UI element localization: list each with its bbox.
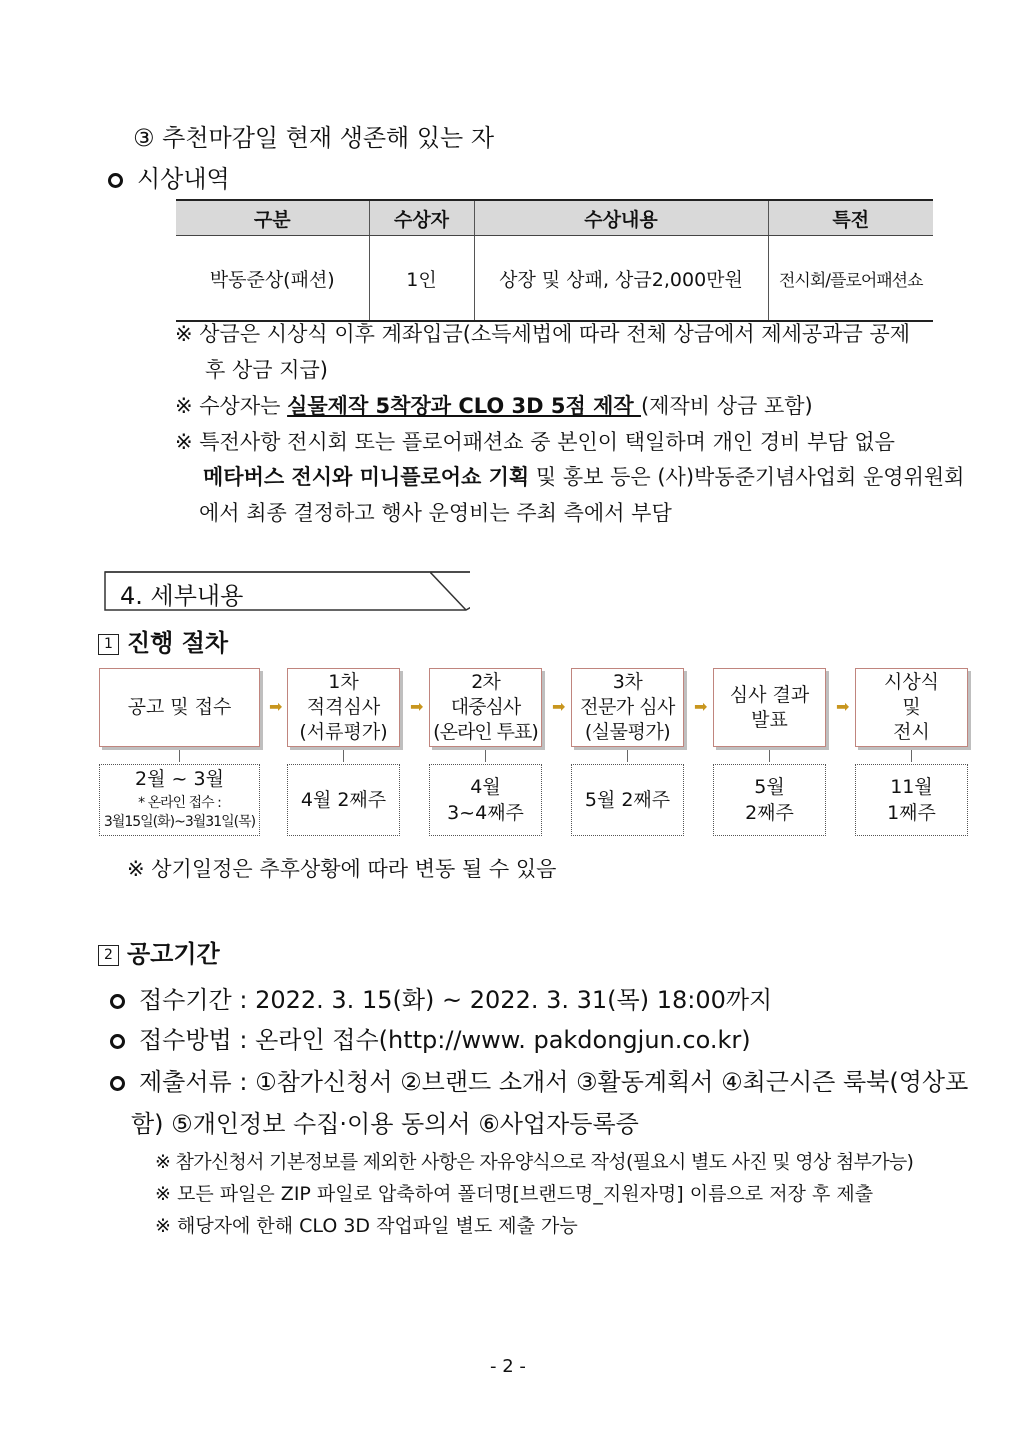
docs-text-line1: 제출서류 : ①참가신청서 ②브랜드 소개서 ③활동계획서 ④최근시즌 룩북(영상포 [139,1068,969,1096]
note-benefit-line3: 에서 최종 결정하고 행사 운영비는 주최 측에서 부담 [199,501,672,525]
connector-line [769,750,770,762]
note-benefit-line1: ※ 특전사항 전시회 또는 플로어패션쇼 중 본인이 택일하며 개인 경비 부담 없음 [175,430,895,454]
flow-step: 3차 전문가 심사 (실물평가) [571,668,684,747]
page-number: - 2 - [490,1356,526,1377]
docs-note: ※ 모든 파일은 ZIP 파일로 압축하여 폴더명[브랜드명_지원자명] 이름으로 저장 후 제출 [155,1183,874,1205]
flow-step: 2차 대중심사 (온라인 투표) [429,668,542,747]
flow-step: 심사 결과 발표 [713,668,826,747]
schedule-box: 5월 2째주 [571,764,684,836]
docs-line1 [110,1062,968,1097]
section-number-box: 1 [98,634,119,655]
procedure-heading [98,623,228,658]
note-benefit-emphasis: 메타버스 전시와 미니플로어쇼 기획 [203,465,530,489]
table-header-cell: 특전 [768,200,933,236]
right-arrow-icon: ➡ [552,697,566,716]
table-cell: 1인 [369,236,474,322]
schedule-note: ※ 상기일정은 추후상황에 따라 변동 될 수 있음 [127,857,557,881]
right-arrow-icon: ➡ [694,697,708,716]
flow-step: 1차 적격심사 (서류평가) [287,668,400,747]
schedule-sub: * 온라인 접수 : 3월15일(화)~3월31일(목) [103,794,256,830]
note-benefit-rest: 및 홍보 등은 (사)박동준기념사업회 운영위원회 [529,465,965,489]
docs-line2: 함) ⑤개인정보 수집·이용 동의서 ⑥사업자등록증 [131,1110,639,1138]
schedule-box: 4월 2째주 [287,764,400,836]
docs-note: ※ 해당자에 한해 CLO 3D 작업파일 별도 제출 가능 [155,1215,578,1237]
procedure-heading-text: 진행 절차 [127,629,229,657]
section-number-box: 2 [98,945,119,966]
flow-step: 시상식 및 전시 [855,668,968,747]
connector-line [911,750,912,762]
right-arrow-icon: ➡ [269,697,283,716]
awards-table-header [176,200,933,236]
schedule-main: 2월 ~ 3월 [135,767,224,790]
announcement-heading [98,934,220,969]
awards-table [176,199,933,322]
table-header-cell: 구분 [176,200,369,236]
schedule-box [99,764,260,836]
method-text: 접수방법 : 온라인 접수(http://www. pakdongjun.co.kr) [139,1026,751,1054]
period-line [110,980,772,1015]
connector-line [485,750,486,762]
bullet-circle-icon [110,1076,125,1091]
table-cell: 상장 및 상패, 상금2,000만원 [474,236,768,322]
schedule-box: 11월 1째주 [855,764,968,836]
note-production-suffix: (제작비 상금 포함) [640,394,813,418]
period-text: 접수기간 : 2022. 3. 15(화) ~ 2022. 3. 31(목) 18:00까지 [139,986,773,1014]
table-cell: 전시회/플로어패션쇼 [768,236,933,322]
method-line [110,1020,751,1055]
criteria-item: ③ 추천마감일 현재 생존해 있는 자 [133,124,495,152]
right-arrow-icon: ➡ [410,697,424,716]
flow-step: 공고 및 접수 [99,668,260,747]
awards-heading-text: 시상내역 [137,165,230,193]
table-header-cell: 수상내용 [474,200,768,236]
note-prize-line1: ※ 상금은 시상식 이후 계좌입금(소득세법에 따라 전체 상금에서 제세공과금 공제 [175,322,911,346]
bullet-circle-icon [110,994,125,1009]
note-production-prefix: ※ 수상자는 [175,394,288,418]
bullet-circle-icon [108,173,123,188]
docs-note: ※ 참가신청서 기본정보를 제외한 사항은 자유양식으로 작성(필요시 별도 사진 및 영상 첨부가능) [155,1151,914,1173]
table-header-cell: 수상자 [369,200,474,236]
connector-line [627,750,628,762]
section-tab-slant [430,571,470,611]
right-arrow-icon: ➡ [836,697,850,716]
table-cell: 박동준상(패션) [176,236,369,322]
connector-line [343,750,344,762]
note-prize-line2: 후 상금 지급) [205,358,328,382]
table-row [176,236,933,322]
note-production [175,390,813,420]
section-tab: 4. 세부내용 [120,582,244,610]
connector-line [179,750,180,762]
note-benefit-line2 [203,461,964,491]
awards-heading [108,159,230,194]
announcement-heading-text: 공고기간 [127,940,220,968]
schedule-box: 4월 3~4째주 [429,764,542,836]
note-production-emphasis: 실물제작 5착장과 CLO 3D 5점 제작 [287,394,641,418]
bullet-circle-icon [110,1034,125,1049]
schedule-box: 5월 2째주 [713,764,826,836]
